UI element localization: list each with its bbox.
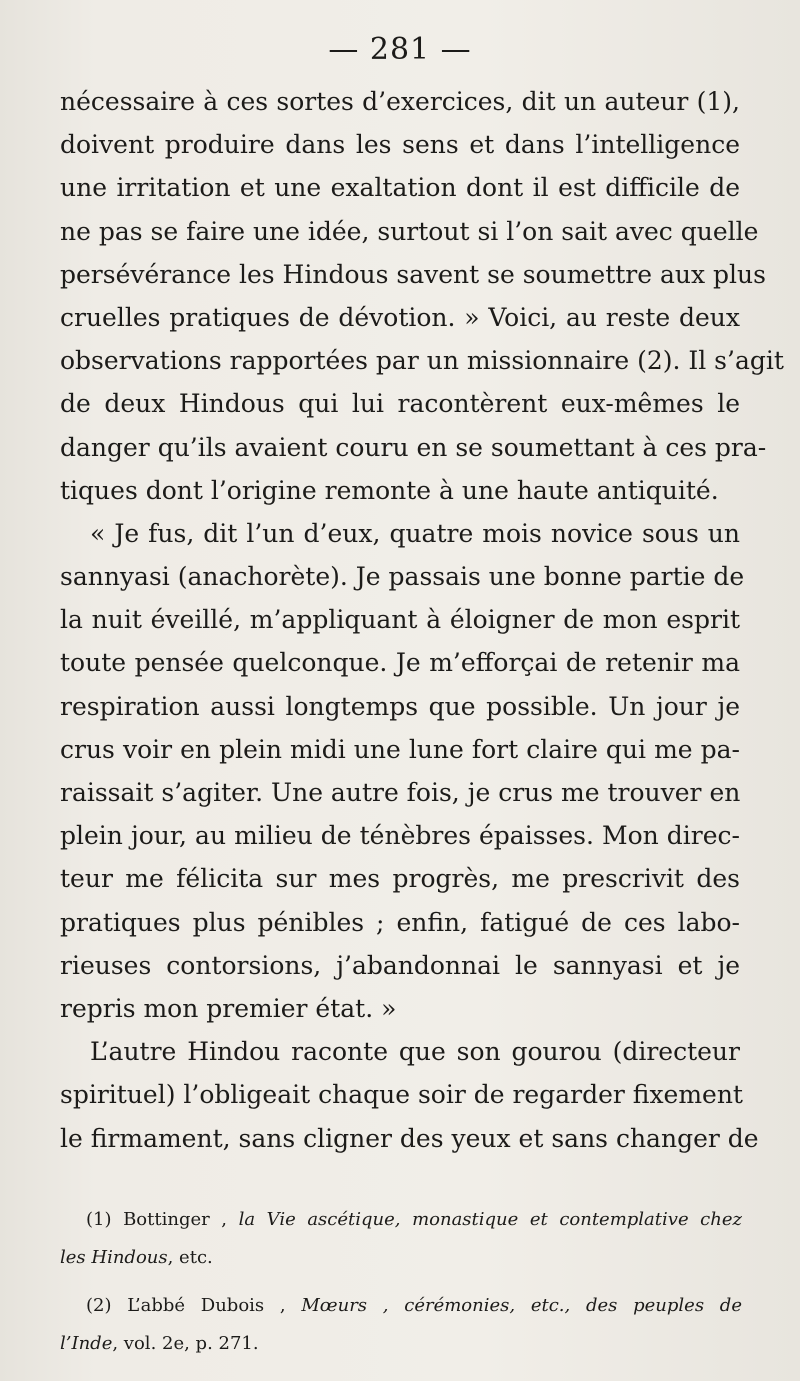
text-line: spirituel) l’obligeait chaque soir de regarder fixement xyxy=(60,1080,743,1110)
text-line: le firmament, sans cligner des yeux et sans changer de xyxy=(60,1123,759,1153)
text-line: persévérance les Hindous savent se soumettre aux plus xyxy=(60,259,766,289)
footnote-1 xyxy=(60,1201,742,1239)
text-line: la nuit éveillé, m’appliquant à éloigner de mon esprit xyxy=(60,605,740,635)
footnote-title: Mœurs , cérémonies, etc., des peuples de xyxy=(301,1295,742,1316)
text-line: danger qu’ils avaient couru en se soumettant à ces pra- xyxy=(60,432,767,462)
footnote-marker: (1) xyxy=(86,1209,112,1230)
text-line: tiques dont l’origine remonte à une haute antiquité. xyxy=(60,475,719,505)
text-line: teur me félicita sur mes progrès, me prescrivit des xyxy=(60,864,740,894)
text-line: raissait s’agiter. Une autre fois, je crus me trouver en xyxy=(60,778,741,807)
text-line: cruelles pratiques de dévotion. » Voici, au reste deux xyxy=(60,302,740,332)
text-line: de deux Hindous qui lui racontèrent eux-mêmes le xyxy=(60,389,740,419)
footnote-1-continued xyxy=(60,1239,742,1277)
footnote-tail: , etc. xyxy=(167,1247,213,1268)
text-line: observations rapportées par un missionnaire (2). Il s’agit xyxy=(60,346,784,376)
footnote-title: l’Inde xyxy=(60,1333,113,1354)
footnotes xyxy=(60,1201,742,1363)
body-text xyxy=(60,80,784,1160)
text-line: plein jour, au milieu de ténèbres épaisses. Mon direc- xyxy=(60,821,740,851)
footnote-marker: (2) xyxy=(86,1295,112,1316)
text-line: nécessaire à ces sortes d’exercices, dit un auteur (1), xyxy=(60,87,740,116)
text-line: sannyasi (anachorète). Je passais une bonne partie de xyxy=(60,562,745,592)
footnote-author: Bottinger , xyxy=(123,1209,228,1230)
text-line: repris mon premier état. » xyxy=(60,993,397,1023)
text-line: rieuses contorsions, j’abandonnai le sannyasi et je xyxy=(60,950,740,980)
text-line: doivent produire dans les sens et dans l’intelligence xyxy=(60,130,740,160)
footnote-title: la Vie ascétique, monastique et contemplative chez xyxy=(238,1209,742,1230)
text-line: crus voir en plein midi une lune fort claire qui me pa- xyxy=(60,734,740,764)
footnote-2 xyxy=(60,1287,742,1325)
text-line: « Je fus, dit l’un d’eux, quatre mois novice sous un xyxy=(90,518,740,548)
text-line: toute pensée quelconque. Je m’efforçai de retenir ma xyxy=(60,648,740,678)
text-line: pratiques plus pénibles ; enfin, fatigué de ces labo- xyxy=(60,907,740,937)
text-line: L’autre Hindou raconte que son gourou (directeur xyxy=(90,1037,740,1067)
text-line: respiration aussi longtemps que possible. Un jour je xyxy=(60,691,740,721)
text-line: une irritation et une exaltation dont il est difficile de xyxy=(60,173,740,203)
footnote-title: les Hindous xyxy=(60,1247,168,1268)
footnote-tail: , vol. 2e, p. 271. xyxy=(112,1333,259,1354)
page-number: — 281 — xyxy=(328,32,472,67)
footnote-2-continued xyxy=(60,1325,742,1363)
text-line: ne pas se faire une idée, surtout si l’on sait avec quelle xyxy=(60,216,759,246)
footnote-author: L’abbé Dubois , xyxy=(127,1295,286,1316)
